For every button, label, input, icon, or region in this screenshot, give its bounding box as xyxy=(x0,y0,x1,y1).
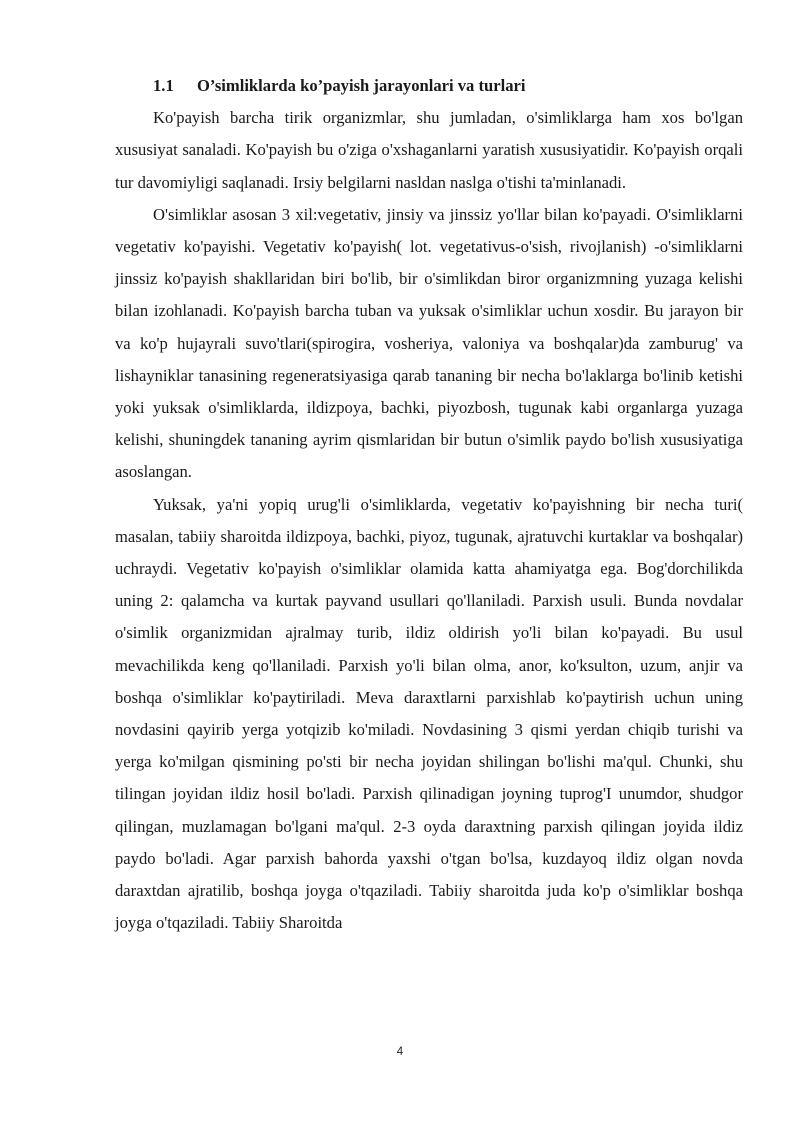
page-content xyxy=(115,70,743,939)
paragraph-3: Yuksak, ya'ni yopiq urug'li o'simliklarda, vegetativ ko'payishning bir necha turi( masalan, tabiiy sharoitda ildizpoya, bachki, piyoz, tugunak, ajratuvchi kurtaklar va boshqalar) uchraydi. Vegetativ ko'payish o'simliklar olamida katta ahamiyatga ega. Bog'dorchilikda uning 2: qalamcha va kurtak payvand usullari qo'llaniladi. Parxish usuli. Bunda novdalar o'simlik organizmidan ajralmay turib, ildiz oldirish yo'li bilan ko'payadi. Bu usul mevachilikda keng qo'llaniladi. Parxish yo'li bilan olma, anor, ko'ksulton, uzum, anjir va boshqa o'simliklar ko'paytiriladi. Meva daraxtlarni parxishlab ko'paytirish uchun uning novdasini qayirib yerga yotqizib ko'miladi. Novdasining 3 qismi yerdan chiqib turishi va yerga ko'milgan qismining po'sti bir necha joyidan shilingan bo'lishi ma'qul. Chunki, shu tilingan joyidan ildiz hosil bo'ladi. Parxish qilinadigan joyning tuprog'I unumdor, shudgor qilingan, muzlamagan bo'lgani ma'qul. 2-3 oyda daraxtning parxish qilingan joyida ildiz paydo bo'ladi. Agar parxish bahorda yaxshi o'tgan bo'lsa, kuzdayoq ildiz olgan novda daraxtdan ajratilib, boshqa joyga o'tqaziladi. Tabiiy sharoitda juda ko'p o'simliklar boshqa joyga o'tqaziladi. Tabiiy Sharoitda xyxy=(115,494,743,933)
section-title: O’simliklarda ko’payish jarayonlari va turlari xyxy=(197,76,526,95)
section-number: 1.1 xyxy=(153,76,174,95)
paragraph-2: O'simliklar asosan 3 xil:vegetativ, jinsiy va jinssiz yo'llar bilan ko'payadi. O'simliklarni vegetativ ko'payishi. Vegetativ ko'payish( lot. vegetativus-o'sish, rivojlanish) -o'simliklarni jinssiz ko'payish shakllaridan biri bo'lib, bir o'simlikdan biror organizmning yuzaga kelishi bilan izohlanadi. Ko'payish barcha tuban va yuksak o'simliklar uchun xosdir. Bu jarayon bir va ko'p hujayrali suvo'tlari(spirogira, vosheriya, valoniya va boshqalar)da zamburug' va lishayniklar tanasining regeneratsiyasiga qarab tananing bir necha bo'laklarga bo'linib ketishi yoki yuksak o'simliklarda, ildizpoya, bachki, piyozbosh, tugunak kabi organlarga yuzaga kelishi, shuningdek tananing ayrim qismlaridan bir butun o'simlik paydo bo'lish xususiyatiga asoslangan. xyxy=(115,204,743,482)
paragraph-1: Ko'payish barcha tirik organizmlar, shu jumladan, o'simliklarga ham xos bo'lgan xususiyat sanaladi. Ko'payish bu o'ziga o'xshaganlarni yaratish xususiyatidir. Ko'payish orqali tur davomiyligi saqlanadi. Irsiy belgilarni nasldan naslga o'tishi ta'minlanadi. xyxy=(115,108,743,192)
section-heading xyxy=(115,70,743,102)
page-number: 4 xyxy=(396,1046,404,1058)
